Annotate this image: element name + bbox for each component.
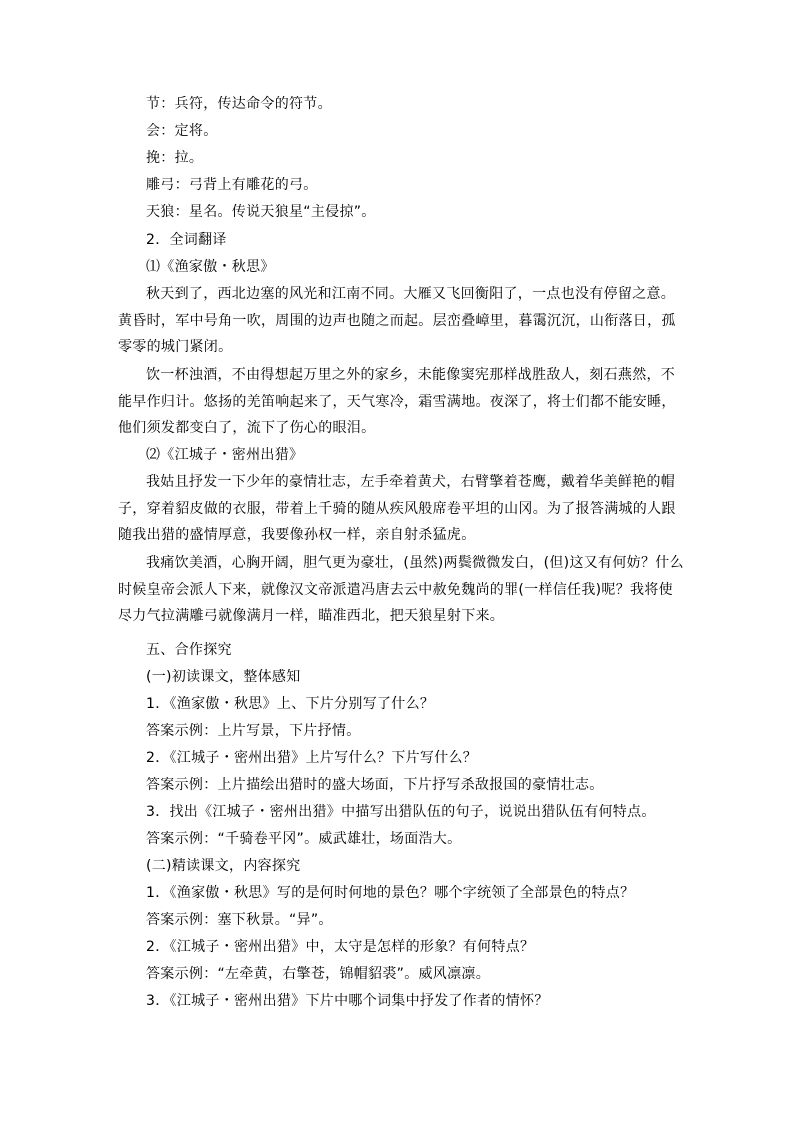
poem2-translation-paragraph-2: 我痛饮美酒，心胸开阔，胆气更为豪壮，(虽然)两鬓微微发白，(但)这又有何妨？什么时候皇帝会派人下来，就像汉文帝派遣冯唐去云中赦免魏尚的罪(一样信任我)呢？我将使尽力气拉满雕弓就像满月一样，瞄准西北，把天狼星射下来。 xyxy=(118,555,684,624)
question-3: 3．找出《江城子・密州出猎》中描写出猎队伍的句子，说说出猎队伍有何特点。 xyxy=(146,804,656,820)
subsection-first-reading: (一)初读课文，整体感知 xyxy=(146,669,301,685)
answer-5: 答案示例：“左牵黄，右擎苍，锦帽貂裘”。威风凛凛。 xyxy=(146,966,491,982)
section-translation-heading: 2．全词翻译 xyxy=(146,232,227,248)
question-5: 2．《江城子・密州出猎》中，太守是怎样的形象？有何特点？ xyxy=(146,939,535,955)
subsection-close-reading: (二)精读课文，内容探究 xyxy=(146,858,301,874)
question-6: 3．《江城子・密州出猎》下片中哪个词集中抒发了作者的情怀？ xyxy=(146,993,549,1009)
note-hui: 会：定将。 xyxy=(146,123,218,139)
poem2-translation-paragraph-1: 我姑且抒发一下少年的豪情壮志，左手牵着黄犬，右臂擎着苍鹰，戴着华美鲜艳的帽子，穿着貂皮做的衣服，带着上千骑的随从疾风般席卷平坦的山冈。为了报答满城的人跟随我出猎的盛情厚意，我要像孙权一样，亲自射杀猛虎。 xyxy=(118,474,676,543)
note-diaogong: 雕弓：弓背上有雕花的弓。 xyxy=(146,177,318,193)
answer-1: 答案示例：上片写景，下片抒情。 xyxy=(146,723,361,739)
answer-2: 答案示例：上片描绘出猎时的盛大场面，下片抒写杀敌报国的豪情壮志。 xyxy=(146,777,604,793)
question-4: 1．《渔家傲・秋思》写的是何时何地的景色？哪个字统领了全部景色的特点？ xyxy=(146,885,635,901)
section-five-heading: 五、合作探究 xyxy=(146,642,232,658)
poem1-translation-paragraph-2: 饮一杯浊酒，不由得想起万里之外的家乡，未能像窦宪那样战胜敌人，刻石燕然，不能早作归计。悠扬的羌笛响起来了，天气寒冷，霜雪满地。夜深了，将士们都不能安睡，他们须发都变白了，流下了伤心的眼泪。 xyxy=(118,367,676,436)
note-tianlang: 天狼：星名。传说天狼星“主侵掠”。 xyxy=(146,204,376,220)
poem2-title: ⑵《江城子・密州出猎》 xyxy=(146,447,304,463)
note-wan: 挽：拉。 xyxy=(146,150,204,166)
answer-3: 答案示例：“千骑卷平冈”。威武雄壮，场面浩大。 xyxy=(146,831,462,847)
question-2: 2．《江城子・密州出猎》上片写什么？下片写什么？ xyxy=(146,750,478,766)
answer-4: 答案示例：塞下秋景。“异”。 xyxy=(146,912,333,928)
note-jie: 节：兵符，传达命令的符节。 xyxy=(146,96,332,112)
poem1-translation-paragraph-1: 秋天到了，西北边塞的风光和江南不同。大雁又飞回衡阳了，一点也没有停留之意。黄昏时，军中号角一吹，周围的边声也随之而起。层峦叠嶂里，暮霭沉沉，山衔落日，孤零零的城门紧闭。 xyxy=(118,286,676,355)
poem1-title: ⑴《渔家傲・秋思》 xyxy=(146,259,275,275)
question-1: 1．《渔家傲・秋思》上、下片分别写了什么？ xyxy=(146,696,435,712)
